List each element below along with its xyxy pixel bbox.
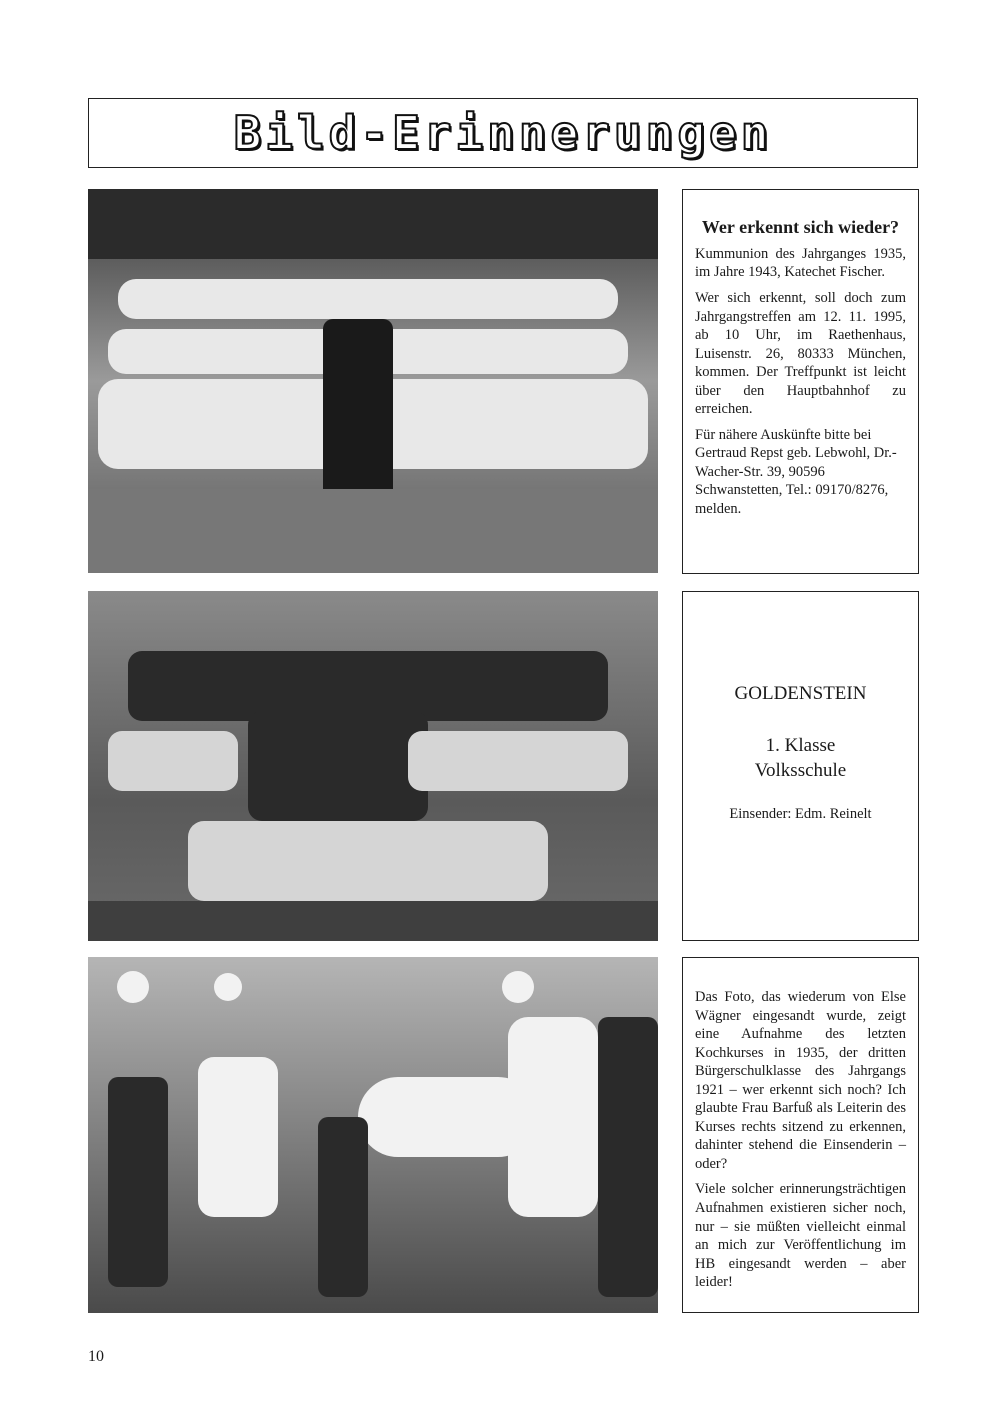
caption-paragraph: Kummunion des Jahrganges 1935, im Jahre 1943, Katechet Fischer.: [695, 245, 906, 281]
cooking-course-group-photo: [88, 957, 658, 1313]
photo-placeholder-icon: [88, 189, 658, 573]
header-box: [88, 98, 918, 168]
caption-sender: Einsender: Edm. Reinelt: [729, 805, 872, 822]
page-number: 10: [88, 1348, 104, 1365]
caption-subtitle-line: Volksschule: [754, 759, 847, 781]
page-title: Bild-Erinnerungen: [233, 106, 773, 160]
photo-placeholder-icon: [88, 957, 658, 1313]
caption-paragraph: Wer sich erkennt, soll doch zum Jahrgangstreffen am 12. 11. 1995, ab 10 Uhr, im Raethenhaus, Luisenstr. 26, 80333 München, kommen. Der Treffpunkt ist leicht über den Hauptbahnhof zu erreichen.: [695, 289, 906, 418]
caption-box-goldenstein: [682, 591, 919, 941]
caption-heading: GOLDENSTEIN: [734, 683, 867, 704]
communion-group-photo: [88, 189, 658, 573]
caption-heading: Wer erkennt sich wieder?: [701, 217, 900, 237]
school-class-group-photo: [88, 591, 658, 941]
caption-subtitle-line: 1. Klasse: [765, 735, 836, 757]
caption-paragraph: Für nähere Auskünfte bitte bei Gertraud Repst geb. Lebwohl, Dr.-Wacher-Str. 39, 90596 Schwanstetten, Tel.: 09170/8276, melden.: [695, 426, 897, 517]
caption-box-cooking-course: [682, 957, 919, 1313]
caption-box-communion: [682, 189, 919, 574]
caption-paragraph: Das Foto, das wiederum von Else Wägner eingesandt wurde, zeigt eine Aufnahme des letzten Kochkurses in 1935, der dritten Bürgerschulklasse des Jahrgangs 1921 – wer erkennt sich noch? Ich glaubte Frau Barfuß als Leiterin des Kurses rechts sitzend zu erkennen, dahinter stehend die Einsenderin – oder?: [695, 989, 906, 1172]
photo-placeholder-icon: [88, 591, 658, 941]
caption-paragraph: Viele solcher erinnerungsträchtigen Aufnahmen existieren sicher noch, nur – sie müßten vielleicht einmal an mich zur Veröffentlichung im HB eingesandt werden – aber leider!: [695, 1181, 906, 1291]
